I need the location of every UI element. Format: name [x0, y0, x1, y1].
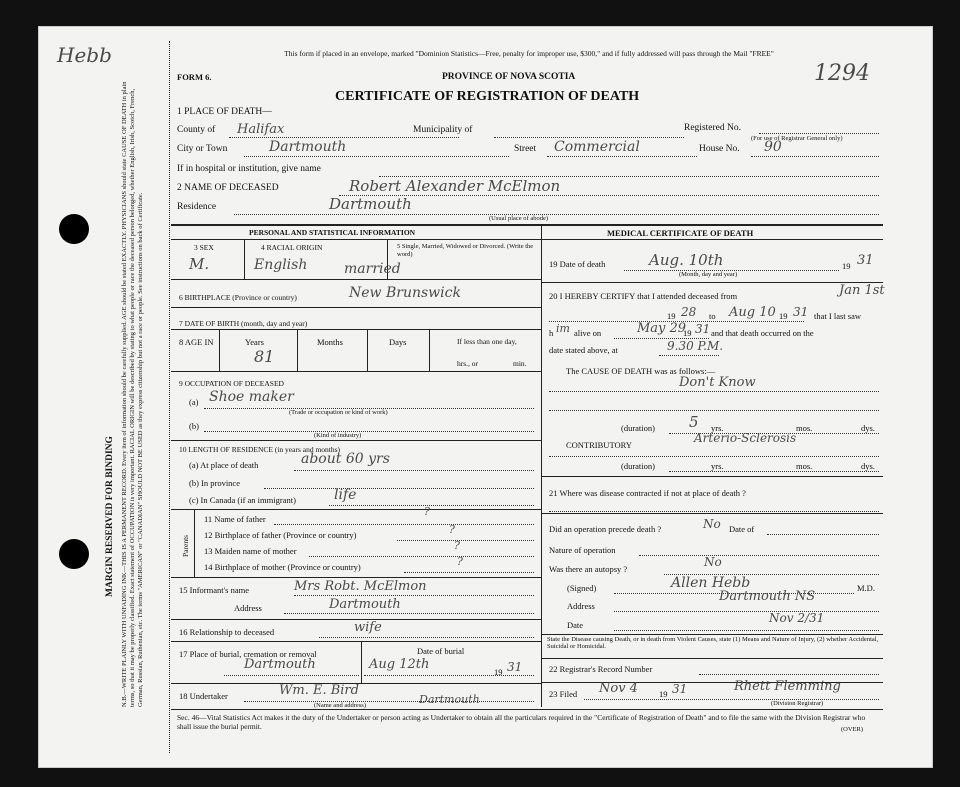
binding-hole: [59, 214, 89, 244]
physician-signature: Allen Hebb: [671, 575, 751, 591]
registrar-signature: Rhett Flemming: [734, 679, 841, 694]
marital-value: married: [344, 261, 401, 277]
death-time: 9.30 P.M.: [667, 339, 724, 353]
sex-value: M.: [189, 255, 210, 273]
street-value: Commercial: [554, 139, 640, 155]
age-years: 81: [254, 347, 275, 366]
margin-reserved: MARGIN RESERVED FOR BINDING: [105, 436, 115, 597]
province: PROVINCE OF NOVA SCOTIA: [442, 72, 576, 82]
relationship-value: wife: [354, 620, 382, 635]
death-certificate: MARGIN RESERVED FOR BINDING N.B.—WRITE PLAINLY WITH UNFADING INK—THIS IS A PERMANENT RECORD. Every item of information should be carefully supplied. AGE should be stated EXACTLY. PHYSICIANS should state CAUSE OF DEATH in plain terms, so that it may be properly classified. Exact statement of OCCUPATION is very important. RACIAL ORIGIN will be described by stating to what people or race the deceased person belonged, whether English, Irish, Scotch, French, German, Russian, Ruthenian, etc. The terms "AMERICAN" or "CANADIAN" SHOULD NOT BE USED as they express citizenship but not a race or people. See instructions on back of Certificate. Hebb This form if placed in an envelope, marked "Dominion Statistics—Free, penalty for improper use, $300," and if fully addressed will pass through the Mail "FREE" 1294 FORM 6. PROVINCE OF NOVA SCOTIA CERTIFICATE OF REGISTRATION OF DEATH 1 PLACE OF DEATH— County of Halifax Municipality of Registered No. (For use of Registrar General only) City or Town Dartmouth Street Commercial House No. 90 If in hospital or institution, give name 2 NAME OF DECEASED Robert Alexander McElmon Residence Dartmouth (Usual place of abode) PERSONAL AND STATISTICAL INFORMATION MEDICAL CERTIFICATE OF DEATH 3 SEX 4 RACIAL ORIGIN 5 Single, Married, Widowed or Divorced. (Write the word) M. English married 6 BIRTHPLACE (Province or country) New Brunswick 7 DATE OF BIRTH (month, day and year) 8 AGE IN Years Months Days If less than one day, hrs., or min. 81 9 OCCUPATION OF DECEASED (a) Shoe maker (Trade or occupation or kind of work) (b) (Kind of industry) 10 LENGTH OF RESIDENCE (in years and months) (a) At place of death about 60 yrs (b) In province (c) In Canada (if an immigrant) life Parents 11 Name of father ? 12 Birthplace of father (Province or country) ? 13 Maiden name of mother ? 14 Birthplace of mother (Province or country) ? 15 Informant's name Mrs Robt. McElmon Address Dartmouth 16 Relationship to deceased wife 17 Place of burial, cremation or removal Date of burial Dartmouth Aug 12th 19 31 18 Undertaker Wm. E. Bird Dartmouth (Name and address) 19 Date of death Aug. 10th (Month, day and year) 19 31 20 I HEREBY CERTIFY that I attended deceased from Jan 1st 19 28 to Aug 10 19 31 that I last saw h im alive on May 29 19 31 and that death occurred on the date stated above, at 9.30 P.M. The CAUSE OF DEATH was as follows:— Don't Know (duration) 5 yrs. mos. dys. CONTRIBUTORY Arterio-Sclerosis (duration) yrs. mos. dys. 21 Where was disease contracted if not at place of death ? Did an operation precede death ? No Date of Nature of operation Was there an autopsy ? No (Signed) Allen Hebb M.D. Address Dartmouth NS Date Nov 2/31 State the Disease causing Death, or in death from Violent Causes, state (1) Means and Nature of Injury, (2) whether Accidental, Suicidal or Homicidal. 22 Registrar's Record Number 23 Filed Nov 4 19 31 Rhett Flemming (Division Registrar) Sec. 46—Vital Statistics Act makes it the duty of the Undertaker or person acting as Undertaker to obtain all the particulars required in the "Certificate of Registration of Death" and to file the same with the Division Registrar who shall issue the burial permit. (OVER): [38, 26, 933, 768]
footer-note: Sec. 46—Vital Statistics Act makes it the duty of the Undertaker or person acting as Undertaker to obtain all the particulars required in the "Certificate of Registration of Death" and to file the same with the Division Registrar who shall issue the burial permit.: [177, 713, 866, 731]
house-value: 90: [764, 139, 782, 155]
signature-date: Nov 2/31: [769, 611, 825, 625]
document-title: CERTIFICATE OF REGISTRATION OF DEATH: [335, 89, 640, 104]
residence-length-value: about 60 yrs: [301, 451, 390, 467]
canada-value: life: [334, 487, 357, 503]
certificate-number: 1294: [814, 61, 870, 86]
residence-value: Dartmouth: [329, 195, 412, 213]
city-value: Dartmouth: [269, 139, 347, 155]
undertaker-value: Wm. E. Bird: [279, 683, 359, 698]
margin-note: N.B.—WRITE PLAINLY WITH UNFADING INK—THIS IS A PERMANENT RECORD. Every item of information should be carefully supplied. AGE should be stated EXACTLY. PHYSICIANS should state CAUSE OF DEATH in plain terms, so that it may be properly classified. Exact statement of OCCUPATION is very important. RACIAL ORIGIN will be described by stating to what people or race the deceased person belonged, whether English, Irish, Scotch, French, German, Russian, Ruthenian, etc. The terms "AMERICAN" or "CANADIAN" SHOULD NOT BE USED as they express citizenship but not a race or people. See instructions on back of Certificate.: [121, 81, 144, 707]
autopsy-value: No: [704, 555, 722, 569]
informant-value: Mrs Robt. McElmon: [294, 579, 427, 594]
contributory-cause: Arterio-Sclerosis: [694, 431, 797, 445]
mail-note: This form if placed in an envelope, marked "Dominion Statistics—Free, penalty for improper use, $300," and if fully addressed will pass through the Mail "FREE": [284, 49, 774, 58]
filed-date: Nov 4: [599, 681, 638, 696]
occupation-value: Shoe maker: [209, 389, 294, 405]
cause-duration: 5: [689, 413, 699, 431]
deceased-name: Robert Alexander McElmon: [349, 177, 561, 195]
birthplace-value: New Brunswick: [349, 285, 461, 301]
burial-place-value: Dartmouth: [244, 657, 316, 672]
death-date: Aug. 10th: [649, 251, 724, 269]
undertaker-address: Dartmouth: [419, 693, 480, 706]
corner-name: Hebb: [57, 43, 112, 67]
last-seen-date: May 29: [637, 321, 687, 336]
physician-address: Dartmouth NS: [719, 589, 816, 604]
binding-hole: [59, 539, 89, 569]
attended-to: Aug 10: [729, 305, 776, 320]
attended-from: Jan 1st: [839, 283, 885, 298]
county-value: Halifax: [237, 122, 285, 137]
informant-address: Dartmouth: [329, 597, 401, 612]
form-number: FORM 6.: [177, 72, 212, 82]
operation-value: No: [703, 517, 721, 531]
racial-value: English: [254, 257, 308, 273]
cause-of-death: Don't Know: [679, 375, 756, 390]
burial-date-value: Aug 12th: [369, 657, 430, 672]
